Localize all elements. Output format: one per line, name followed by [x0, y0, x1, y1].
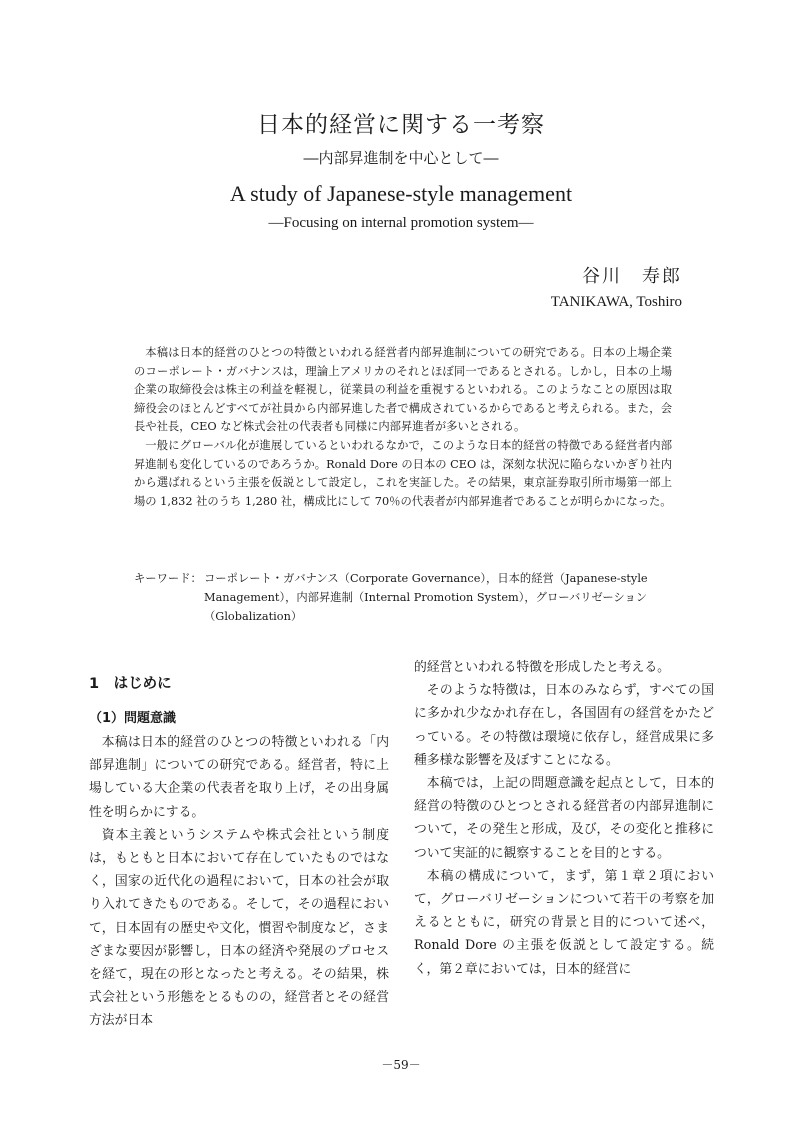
left-column: [89, 667, 389, 1033]
body-paragraph: 本稿の構成について，まず，第１章２項において，グローバリゼーションについて若干の考察を加えるとともに，研究の背景と目的について述べ，Ronald Dore の主張を仮説として設定する。続く，第２章においては，日本的経営に: [414, 868, 714, 977]
title-english: A study of Japanese-style management: [229, 181, 573, 206]
abstract-paragraph: 本稿は日本的経営のひとつの特徴といわれる経営者内部昇進制についての研究である。日本の上場企業のコーポレート・ガバナンスは，理論上アメリカのそれとほぼ同一であるとされる。しかし，日本の上場企業の取締役会は株主の利益を軽視し，従業員の利益を重視するといわれる。このようなことの原因は取締役会のほとんどすべてが社員から内部昇進した者で構成されているからであると考えられる。また，会長や社長，CEO など株式会社の代表者も同様に内部昇進者が多いとされる。: [134, 346, 672, 434]
right-column: [414, 656, 714, 981]
abstract-paragraph: 一般にグローバル化が進展しているといわれるなかで，このような日本的経営の特徴である経営者内部昇進制も変化しているのであろうか。Ronald Dore の日本の CEO は，深刻な状況に陥らないかぎり社内から選ばれるという主張を仮説として設定し，これを実証した。その結果，東京証券取引所市場第一部上場の 1,832 社のうち 1,280 社，構成比にして 70％の代表者が内部昇進者であることが明らかになった。: [134, 438, 672, 508]
body-paragraph: そのような特徴は，日本のみならず，すべての国に多かれ少なかれ存在し，各国固有の経営をかたどっている。その特徴は環境に依存し，経営成果に多種多様な影響を及ぼすことになる。: [414, 683, 714, 768]
body-paragraph: 本稿は日本的経営のひとつの特徴といわれる「内部昇進制」についての研究である。経営者，特に上場している大企業の代表者を取り上げ，その出身属性を明らかにする。: [89, 735, 389, 820]
keywords-text: コーポレート・ガバナンス（Corporate Governance），日本的経営（Japanese-style Management），内部昇進制（Internal Promotion System），グローバリゼーション（Globalization）: [204, 572, 648, 624]
keywords: [134, 569, 674, 627]
subtitle-english: ―Focusing on internal promotion system―: [268, 215, 534, 231]
author-name-japanese: 谷川 寿郎: [582, 266, 682, 287]
abstract: [134, 344, 672, 511]
body-paragraph-continued: 的経営といわれる特徴を形成したと考える。: [414, 660, 670, 675]
section-heading: 1 はじめに: [89, 676, 172, 692]
body-paragraph: 資本主義というシステムや株式会社という制度は，もともと日本において存在していたものではなく，国家の近代化の過程において，日本の社会が取り入れてきたものである。そして，その過程において，日本固有の歴史や文化，慣習や制度など，さまざまな要因が影響し，日本の経済や発展のプロセスを経て，現在の形となったと考える。その結果，株式会社という形態をとるものの，経営者とその経営方法が日本: [89, 827, 389, 1029]
title-japanese: 日本的経営に関する一考察: [257, 112, 545, 138]
keywords-label: キーワード：: [134, 572, 202, 585]
body-paragraph: 本稿では，上記の問題意識を起点として，日本的経営の特徴のひとつとされる経営者の内部昇進制について，その発生と形成，及び，その変化と推移について実証的に観察することを目的とする。: [414, 776, 714, 861]
subtitle-japanese: ―内部昇進制を中心として―: [303, 149, 499, 167]
page-number: －59－: [381, 1058, 421, 1072]
subsection-heading: （1）問題意識: [89, 711, 177, 726]
author-name-english: TANIKAWA, Toshiro: [550, 294, 682, 310]
